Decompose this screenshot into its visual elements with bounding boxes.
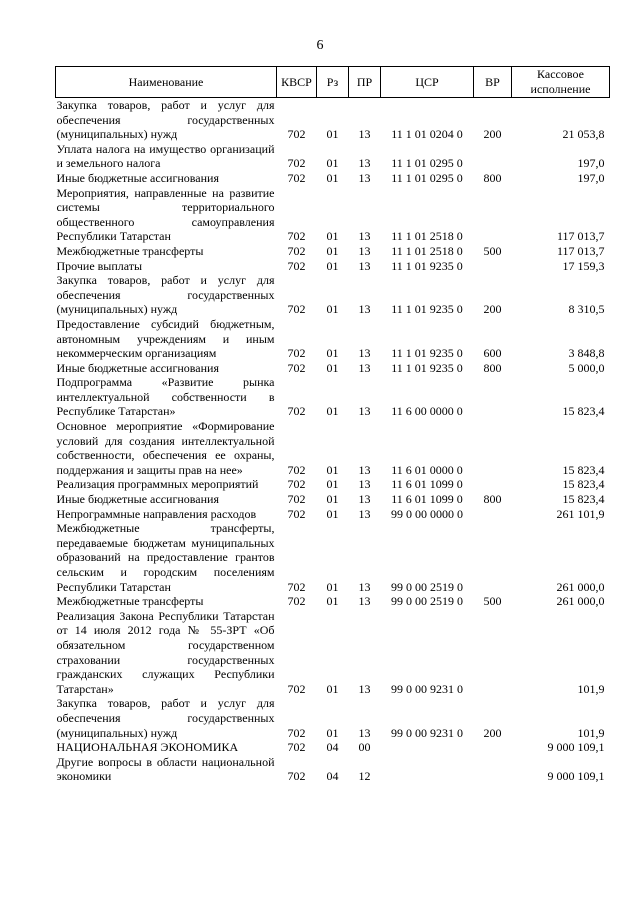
cell-csr: 11 1 01 2518 0 [391,229,463,244]
cell-csr: 11 1 01 9235 0 [391,302,463,317]
header-kvsr: КВСР [277,67,317,98]
cell-rz: 01 [326,302,339,317]
cell-kvsr: 702 [287,462,306,477]
cell-kvsr: 702 [287,170,306,185]
table-row [56,244,610,259]
cell-pr: 12 [358,769,371,784]
cell-name: Иные бюджетные ассигнования [56,170,219,185]
cell-name: НАЦИОНАЛЬНАЯ ЭКОНОМИКА [56,740,239,755]
cell-sum: 117 013,7 [556,229,605,244]
table-row [56,419,610,477]
cell-rz: 01 [326,725,339,740]
cell-sum: 3 848,8 [568,346,605,361]
page-number: 6 [316,38,324,53]
table-row [56,740,610,755]
cell-rz: 04 [326,740,339,755]
cell-sum: 8 310,5 [568,302,605,317]
cell-csr: 11 1 01 9235 0 [391,360,463,375]
cell-rz: 01 [326,156,339,171]
cell-csr: 11 1 01 9235 0 [391,258,463,273]
cell-sum: 15 823,4 [562,492,605,507]
header-rz: Рз [317,67,349,98]
cell-vr [474,521,512,594]
cell-name: Иные бюджетные ассигнования [56,360,219,375]
cell-csr: 11 1 01 0295 0 [391,156,463,171]
cell-csr: 11 6 01 1099 0 [391,492,463,507]
header-csr: ЦСР [381,67,474,98]
cell-sum: 15 823,4 [562,477,605,492]
cell-rz: 01 [326,462,339,477]
table-row [56,521,610,594]
cell-sum: 15 823,4 [562,404,605,419]
cell-pr: 13 [358,594,371,609]
table-row [56,594,610,609]
cell-csr: 99 0 00 9231 0 [391,681,463,696]
cell-rz: 01 [326,681,339,696]
cell-csr: 11 1 01 0204 0 [391,127,463,142]
header-pr: ПР [349,67,381,98]
cell-vr [474,477,512,492]
cell-csr: 99 0 00 0000 0 [391,506,463,521]
cell-name: Реализация Закона Республики Татарстан от 14 июля 2012 года № 55-ЗРТ «Об обязательном государственном страховании государственных гражданских служащих Республики Татарстан» [56,608,275,696]
cell-vr [474,142,512,171]
table-header-row [56,67,610,98]
cell-pr: 13 [358,229,371,244]
table-row [56,361,610,376]
cell-sum: 197,0 [577,170,605,185]
cell-vr [474,419,512,477]
cell-name: Закупка товаров, работ и услуг для обеспечения государственных (муниципальных) нужд [56,273,275,317]
cell-rz: 01 [326,229,339,244]
cell-sum: 261 000,0 [556,594,605,609]
cell-vr [474,507,512,522]
cell-pr: 13 [358,127,371,142]
cell-sum: 117 013,7 [556,243,605,258]
cell-kvsr: 702 [287,579,306,594]
cell-sum: 197,0 [577,156,605,171]
cell-name: Межбюджетные трансферты, передаваемые бюджетам муниципальных образований на предоставление грантов сельским и городским поселениям Республики Татарстан [56,521,275,594]
cell-rz: 01 [326,477,339,492]
cell-csr [381,740,474,755]
cell-kvsr: 702 [287,725,306,740]
cell-name: Реализация программных мероприятий [56,477,259,492]
cell-rz: 01 [326,360,339,375]
header-name: Наименование [56,67,277,98]
cell-pr: 13 [358,579,371,594]
table-row [56,492,610,507]
cell-pr: 13 [358,170,371,185]
cell-rz: 01 [326,579,339,594]
table-row [56,142,610,171]
cell-kvsr: 702 [287,243,306,258]
cell-sum: 101,9 [577,725,605,740]
table-body [56,98,610,784]
cell-pr: 13 [358,506,371,521]
cell-vr: 800 [483,492,502,507]
cell-csr: 11 1 01 9235 0 [391,346,463,361]
cell-kvsr: 702 [287,681,306,696]
cell-pr: 13 [358,346,371,361]
cell-csr: 11 6 01 0000 0 [391,462,463,477]
cell-rz: 01 [326,506,339,521]
cell-name: Предоставление субсидий бюджетным, автономным учреждениям и иным некоммерческим организациям [56,316,275,361]
cell-csr [381,755,474,784]
cell-name: Закупка товаров, работ и услуг для обеспечения государственных (муниципальных) нужд [56,696,275,740]
cell-vr [474,740,512,755]
cell-csr: 11 1 01 2518 0 [391,243,463,258]
table-row [56,609,610,697]
cell-csr: 11 6 00 0000 0 [391,404,463,419]
cell-rz: 01 [326,594,339,609]
table-row [56,273,610,317]
cell-vr: 500 [483,594,502,609]
cell-pr: 13 [358,462,371,477]
cell-vr: 500 [483,243,502,258]
cell-kvsr: 702 [287,740,306,755]
cell-kvsr: 702 [287,229,306,244]
cell-name: Уплата налога на имущество организаций и земельного налога [56,141,275,171]
cell-csr: 99 0 00 9231 0 [391,725,463,740]
cell-sum: 9 000 109,1 [547,740,605,755]
cell-rz: 01 [326,492,339,507]
cell-pr: 13 [358,243,371,258]
table-row [56,507,610,522]
cell-pr: 00 [358,740,371,755]
table-row [56,98,610,142]
cell-kvsr: 702 [287,769,306,784]
cell-name: Иные бюджетные ассигнования [56,492,219,507]
budget-table [55,66,610,784]
cell-pr: 13 [358,404,371,419]
cell-sum: 15 823,4 [562,462,605,477]
cell-pr: 13 [358,360,371,375]
table-row [56,186,610,244]
cell-kvsr: 702 [287,594,306,609]
cell-sum: 261 101,9 [556,506,605,521]
cell-kvsr: 702 [287,506,306,521]
cell-vr: 200 [483,302,502,317]
cell-kvsr: 702 [287,258,306,273]
cell-name: Основное мероприятие «Формирование условий для создания интеллектуальной собственности, обеспечения ее охраны, поддержания и защиты прав на нее» [56,419,275,477]
table-row [56,755,610,784]
cell-vr [474,609,512,697]
cell-pr: 13 [358,725,371,740]
cell-rz: 01 [326,346,339,361]
cell-vr: 600 [483,346,502,361]
cell-pr: 13 [358,258,371,273]
cell-vr: 800 [483,170,502,185]
cell-vr: 200 [483,127,502,142]
cell-vr [474,375,512,419]
cell-kvsr: 702 [287,156,306,171]
table-row [56,317,610,361]
header-vr: ВР [474,67,512,98]
cell-vr: 200 [483,725,502,740]
cell-sum: 261 000,0 [556,579,605,594]
cell-sum: 21 053,8 [562,127,605,142]
cell-rz: 01 [326,258,339,273]
cell-name: Межбюджетные трансферты [56,243,204,258]
cell-name: Подпрограмма «Развитие рынка интеллектуальной собственности в Республике Татарстан» [56,375,275,419]
cell-sum: 9 000 109,1 [547,769,605,784]
cell-kvsr: 702 [287,127,306,142]
cell-pr: 13 [358,302,371,317]
cell-kvsr: 702 [287,492,306,507]
cell-vr: 800 [483,360,502,375]
cell-name: Прочие выплаты [56,258,143,273]
table-row [56,696,610,740]
cell-name: Межбюджетные трансферты [56,594,204,609]
cell-kvsr: 702 [287,346,306,361]
cell-rz: 01 [326,127,339,142]
table-row [56,171,610,186]
cell-vr [474,755,512,784]
cell-name: Мероприятия, направленные на развитие системы территориального общественного самоуправления Республики Татарстан [56,185,275,244]
table-row [56,477,610,492]
cell-name: Непрограммные направления расходов [56,506,257,521]
cell-vr [474,186,512,244]
cell-csr: 99 0 00 2519 0 [391,594,463,609]
cell-vr [474,259,512,274]
cell-rz: 01 [326,243,339,258]
table-row [56,259,610,274]
cell-csr: 99 0 00 2519 0 [391,579,463,594]
cell-kvsr: 702 [287,302,306,317]
cell-kvsr: 702 [287,360,306,375]
cell-pr: 13 [358,492,371,507]
cell-kvsr: 702 [287,477,306,492]
cell-name: Другие вопросы в области национальной экономики [56,754,275,784]
cell-sum: 101,9 [577,681,605,696]
table-row [56,375,610,419]
cell-csr: 11 6 01 1099 0 [391,477,463,492]
cell-rz: 01 [326,404,339,419]
cell-sum: 17 159,3 [562,258,605,273]
cell-pr: 13 [358,156,371,171]
cell-sum: 5 000,0 [568,360,605,375]
cell-csr: 11 1 01 0295 0 [391,170,463,185]
cell-pr: 13 [358,681,371,696]
header-cash-execution: Кассовое исполнение [512,67,610,98]
cell-rz: 01 [326,170,339,185]
cell-kvsr: 702 [287,404,306,419]
cell-pr: 13 [358,477,371,492]
cell-name: Закупка товаров, работ и услуг для обеспечения государственных (муниципальных) нужд [56,98,275,142]
cell-rz: 04 [326,769,339,784]
